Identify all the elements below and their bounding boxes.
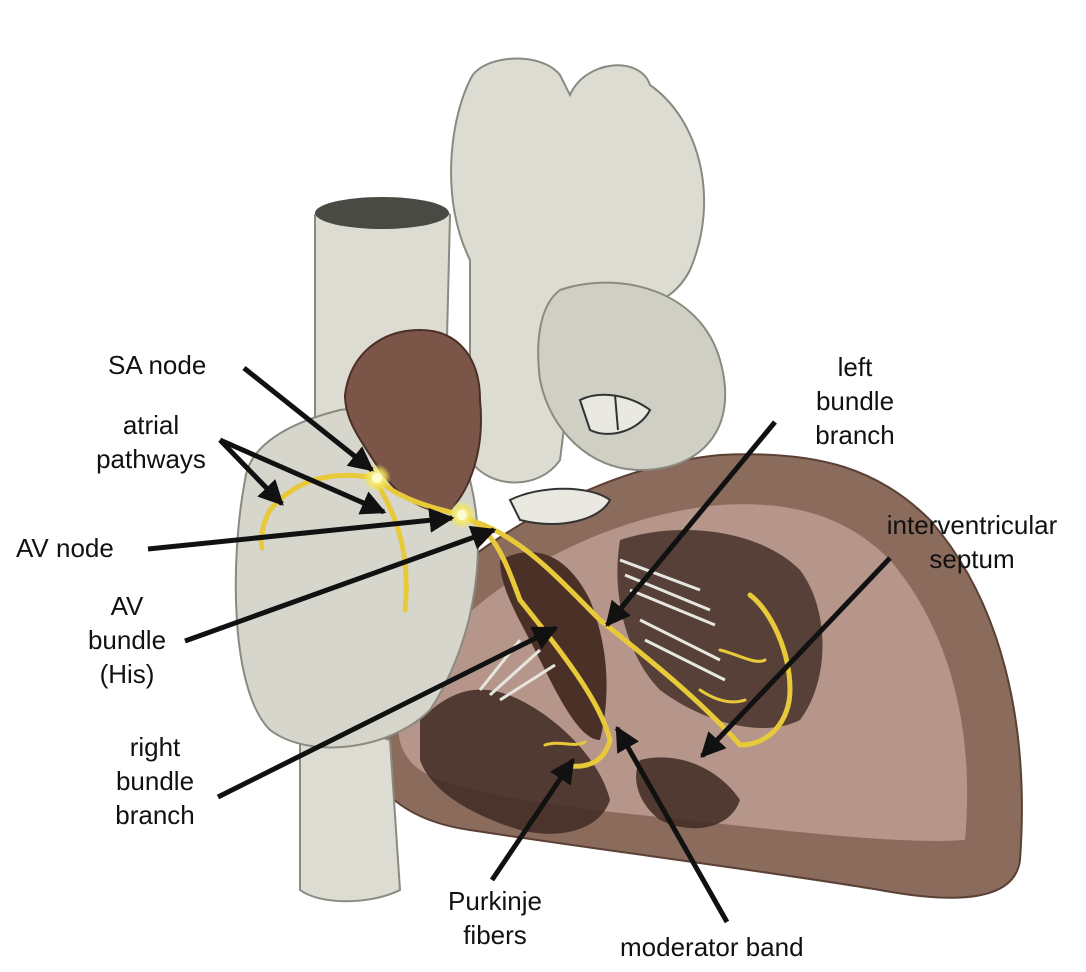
- label-av-bundle: [82, 589, 172, 691]
- label-av-bundle-line-1: AV: [110, 591, 144, 621]
- label-av-bundle-line-2: bundle: [87, 625, 167, 655]
- label-moderator-band: [620, 930, 804, 964]
- label-interventricular-septum-line-2: septum: [929, 544, 1015, 574]
- label-interventricular-septum-line-1: interventricular: [886, 510, 1058, 540]
- sa-node: [372, 473, 382, 483]
- label-right-bundle-branch-line-3: branch: [115, 800, 195, 830]
- label-interventricular-septum: [862, 508, 1082, 576]
- label-purkinje-fibers-line-2: fibers: [463, 920, 527, 950]
- label-right-bundle-branch: [100, 730, 210, 832]
- label-left-bundle-branch-line-2: bundle: [815, 386, 895, 416]
- label-sa-node-line: SA node: [108, 350, 207, 380]
- inferior-vena-cava: [300, 733, 400, 902]
- label-atrial-pathways: [84, 408, 218, 476]
- label-left-bundle-branch-line-1: left: [837, 352, 873, 382]
- label-purkinje-fibers-line-1: Purkinje: [448, 886, 542, 916]
- label-av-node-line: AV node: [16, 533, 114, 563]
- label-av-bundle-line-3: (His): [99, 659, 155, 689]
- heart-illustration: [236, 59, 1022, 902]
- label-atrial-pathways-line-2: pathways: [96, 444, 206, 474]
- label-purkinje-fibers: [430, 884, 560, 952]
- label-sa-node: [108, 348, 206, 382]
- superior-vena-cava-opening: [315, 197, 449, 229]
- label-atrial-pathways-line-1: atrial: [122, 410, 180, 440]
- av-node: [457, 510, 467, 520]
- label-right-bundle-branch-line-2: bundle: [115, 766, 195, 796]
- label-right-bundle-branch-line-1: right: [129, 732, 181, 762]
- label-left-bundle-branch-line-3: branch: [815, 420, 895, 450]
- pulmonary-trunk: [538, 283, 725, 470]
- label-left-bundle-branch: [800, 350, 910, 452]
- label-av-node: [16, 531, 114, 565]
- label-moderator-band-line: moderator band: [620, 932, 804, 962]
